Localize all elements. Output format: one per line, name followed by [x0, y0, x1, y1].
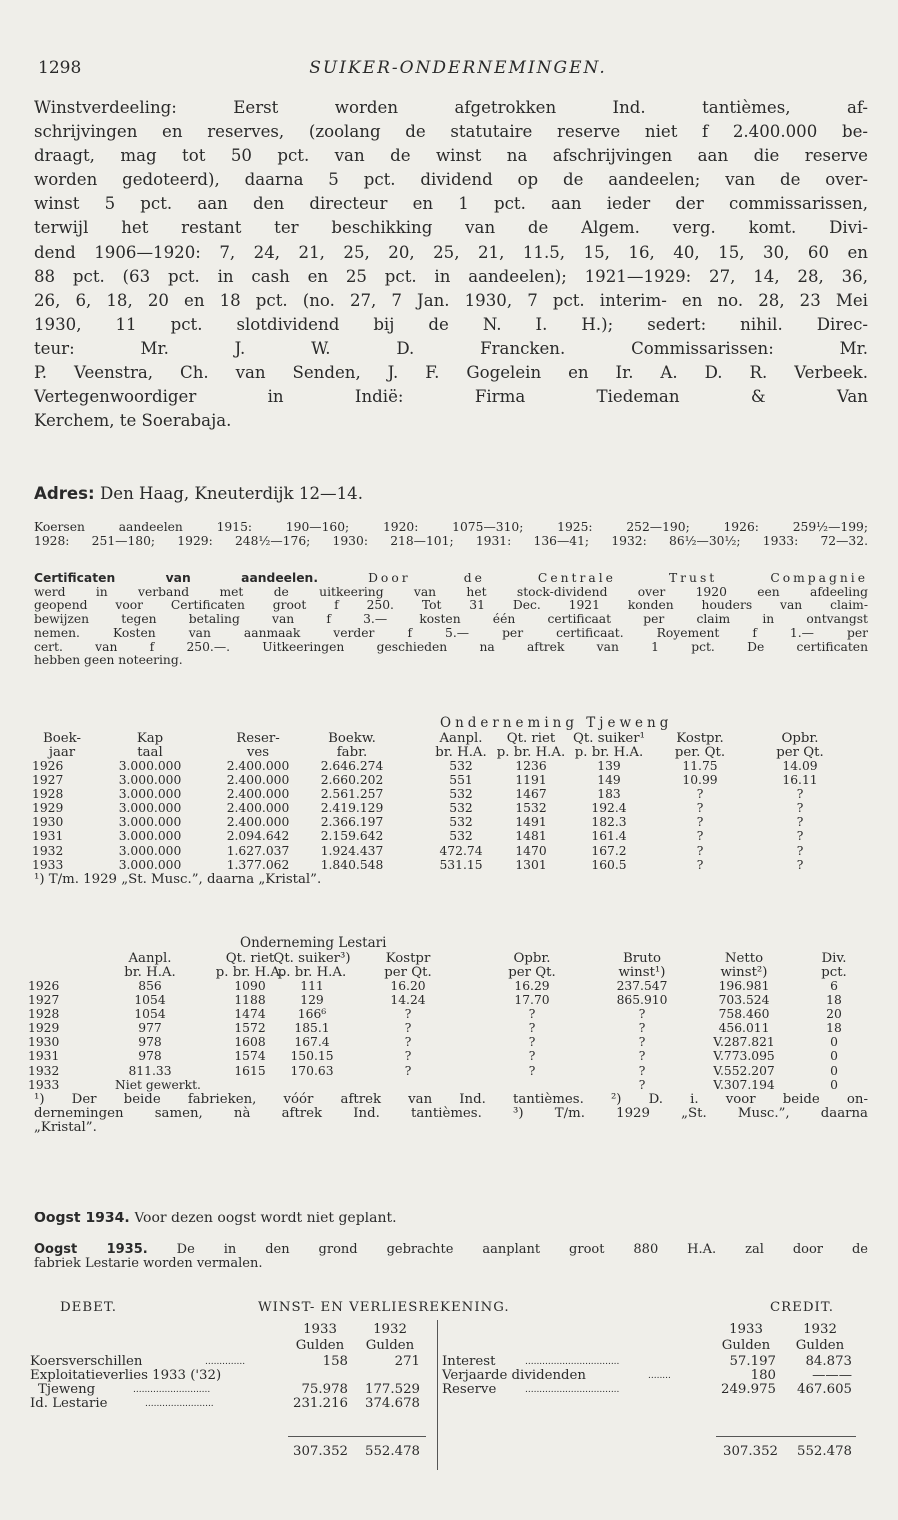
- debet-title: DEBET.: [60, 1300, 117, 1315]
- table-cell: 3.000.000: [118, 759, 182, 773]
- column-header: Aanpl.: [439, 731, 483, 746]
- table-cell: ?: [404, 1021, 412, 1036]
- text-line: schrijvingen en reserves, (zoolang de statutaire reserve niet f 2.400.000 be-: [34, 122, 868, 142]
- footnote: [30, 1120, 870, 1134]
- table-cell: 161.4: [591, 829, 627, 844]
- table-row: [30, 829, 870, 843]
- adres-text: Den Haag, Kneuterdijk 12—14.: [99, 484, 363, 503]
- table-group-title: [30, 935, 870, 951]
- table-cell: ?: [638, 1049, 646, 1064]
- oogst-1935-paragraph: [34, 1243, 868, 1270]
- table-cell: ?: [796, 787, 804, 802]
- column-header: p. br. H.A.: [277, 965, 347, 980]
- table-header-row: [30, 965, 870, 979]
- koersen-paragraph: [34, 521, 868, 548]
- text-line: [34, 572, 868, 586]
- table-cell: 811.33: [128, 1063, 172, 1078]
- table-cell: ?: [638, 1021, 646, 1036]
- text-line: bewijzen tegen betaling van f 3.— kosten één certificaat per claim in ontvangst: [34, 613, 868, 627]
- table-cell: 1929: [32, 801, 64, 816]
- certificaten-heading: Certificaten van aandeelen.: [34, 572, 318, 585]
- table-cell: 111: [300, 979, 324, 993]
- column-header: fabr.: [336, 745, 368, 760]
- column-header: per Qt.: [776, 745, 824, 760]
- column-header: Bruto: [622, 951, 662, 966]
- table-cell: 0: [830, 1063, 838, 1078]
- column-header: Kostpr: [385, 951, 431, 966]
- debet-value-1932: 177.529: [365, 1382, 420, 1397]
- table-row: [30, 979, 870, 993]
- table-row: [30, 1064, 870, 1078]
- page-number: 1298: [38, 58, 82, 78]
- table-cell: 1931: [32, 829, 64, 844]
- table-cell: 1054: [134, 1007, 166, 1022]
- table-cell: ?: [638, 1007, 646, 1022]
- table-cell: 977: [138, 1021, 162, 1036]
- table-cell: 2.419.129: [320, 801, 384, 816]
- oogst-1934-label: Oogst 1934.: [34, 1212, 130, 1226]
- table-cell: 703.524: [718, 993, 770, 1008]
- table-cell: 531.15: [439, 857, 483, 872]
- table-cell: 472.74: [439, 843, 483, 858]
- table-cell: 17.70: [514, 993, 550, 1008]
- debet-value-1932: 271: [394, 1354, 420, 1369]
- text-line: cert. van f 250.—. Uitkeeringen geschieden na aftrek van 1 pct. De certificaten: [34, 640, 868, 654]
- table-cell: 1927: [32, 773, 64, 788]
- year-header: 1933: [729, 1322, 763, 1337]
- credit-value-1932: ———: [812, 1368, 852, 1383]
- table-cell: 1574: [234, 1049, 266, 1064]
- footnote: [30, 1092, 870, 1106]
- table-cell: 18: [826, 993, 842, 1008]
- table-cell: 551: [449, 773, 473, 788]
- column-header: ves: [246, 745, 270, 760]
- table-cell: 14.09: [782, 759, 818, 773]
- table-cell: 1933: [28, 1077, 60, 1092]
- table-cell: 149: [597, 773, 621, 788]
- text-line: draagt, mag tot 50 pct. van de winst na afschrijvingen aan die reserve: [34, 146, 868, 166]
- table-cell: 18: [826, 1021, 842, 1036]
- table-cell: 16.29: [514, 979, 550, 993]
- table-cell: 1926: [32, 759, 64, 773]
- table-cell: 14.24: [390, 993, 426, 1008]
- table-cell: 0: [830, 1035, 838, 1050]
- column-header: Boekw.: [328, 731, 376, 746]
- debet-value-1933: 158: [322, 1354, 348, 1369]
- text-line: winst 5 pct. aan den directeur en 1 pct. aan ieder der commissarissen,: [34, 194, 868, 214]
- table-cell: 2.400.000: [226, 773, 290, 788]
- column-header: br. H.A.: [124, 965, 176, 980]
- table-cell: ?: [796, 843, 804, 858]
- text-line: P. Veenstra, Ch. van Senden, J. F. Gogelein en Ir. A. D. R. Verbeek.: [34, 363, 868, 383]
- table-row: [30, 801, 870, 815]
- table-cell: 1931: [28, 1049, 60, 1064]
- table-cell: ?: [796, 815, 804, 830]
- column-header: Netto: [724, 951, 764, 966]
- total-rule: [716, 1436, 856, 1437]
- table-cell: 2.400.000: [226, 759, 290, 773]
- table-cell: ?: [696, 843, 704, 858]
- table-cell: 1927: [28, 993, 60, 1008]
- table-cell: 3.000.000: [118, 773, 182, 788]
- unit-header: Gulden: [795, 1338, 845, 1353]
- table-cell: ?: [404, 1035, 412, 1050]
- table-cell: 1608: [234, 1035, 266, 1050]
- column-header: jaar: [48, 745, 76, 760]
- table-cell: 150.15: [290, 1049, 334, 1064]
- debet-total: 552.478: [365, 1444, 420, 1459]
- table-cell: ?: [796, 801, 804, 816]
- table-cell: 1932: [32, 843, 64, 858]
- table-cell: 3.000.000: [118, 857, 182, 872]
- credit-total: 307.352: [723, 1444, 778, 1459]
- table-cell: 3.000.000: [118, 815, 182, 830]
- table-cell: 1236: [515, 759, 547, 773]
- table-cell: 1532: [515, 801, 547, 816]
- adres-label: Adres:: [34, 484, 95, 503]
- table-cell: ?: [404, 1063, 412, 1078]
- table-header-row: [30, 731, 870, 745]
- table-row: [30, 1049, 870, 1063]
- oogst-1934-line: [34, 1212, 868, 1226]
- table-row: [30, 759, 870, 773]
- debet-value-1932: 374.678: [365, 1396, 420, 1411]
- table-header-row: [30, 745, 870, 759]
- table-cell: 2.400.000: [226, 801, 290, 816]
- table-cell: 129: [300, 993, 324, 1008]
- table-cell: 532: [449, 829, 473, 844]
- table-cell: ?: [696, 857, 704, 872]
- column-header: per Qt.: [508, 965, 556, 980]
- table-cell: V.552.207: [713, 1063, 775, 1078]
- table-cell: 2.646.274: [320, 759, 384, 773]
- credit-title: CREDIT.: [770, 1300, 834, 1315]
- table-cell: 532: [449, 787, 473, 802]
- table-cell: 532: [449, 801, 473, 816]
- table-row: [30, 844, 870, 858]
- table-row: [30, 858, 870, 872]
- table-group-title: [30, 715, 870, 731]
- table-cell: ?: [796, 857, 804, 872]
- column-header: taal: [137, 745, 163, 760]
- table-cell: 166⁶: [297, 1007, 327, 1022]
- table-cell: 1474: [234, 1007, 266, 1022]
- table-cell: 2.400.000: [226, 815, 290, 830]
- table-row: [30, 787, 870, 801]
- table-cell: ?: [404, 1007, 412, 1022]
- text-line: Kerchem, te Soerabaja.: [34, 411, 232, 431]
- column-header: p. br. H.A.: [574, 745, 644, 760]
- text-line: 1928: 251—180; 1929: 248½—176; 1930: 218—101; 1931: 136—41; 1932: 86½—30½; 1933: 72—32.: [34, 534, 868, 548]
- text-line: Koersen aandeelen 1915: 190—160; 1920: 1075—310; 1925: 252—190; 1926: 259½—199;: [34, 521, 868, 534]
- table-cell: ?: [528, 1007, 536, 1022]
- table-cell: ?: [528, 1021, 536, 1036]
- text-line: werd in verband met de uitkeering van het stock-dividend over 1920 een afdeeling: [34, 585, 868, 599]
- text-line: Winstverdeeling: Eerst worden afgetrokken Ind. tantièmes, af-: [34, 98, 868, 117]
- credit-row-label: Reserve: [442, 1382, 497, 1397]
- table-cell: 2.094.642: [226, 829, 290, 844]
- column-header: pct.: [821, 965, 847, 980]
- table-cell: 1.627.037: [226, 843, 290, 858]
- table-cell: 1301: [515, 857, 547, 872]
- table-cell: 978: [138, 1049, 162, 1064]
- footnote: [30, 1106, 870, 1120]
- leader-dots: ........: [648, 1371, 671, 1381]
- year-header: 1933: [303, 1322, 337, 1337]
- table-cell: 1615: [234, 1063, 266, 1078]
- table-cell: 1188: [234, 993, 266, 1008]
- table-cell: 1491: [515, 815, 547, 830]
- credit-row-label: Interest: [442, 1354, 496, 1369]
- text-line: Vertegenwoordiger in Indië: Firma Tiedeman & Van: [34, 387, 868, 407]
- adres-line: [34, 482, 868, 506]
- table-cell: ?: [404, 1049, 412, 1064]
- column-header: Qt. suiker³): [273, 951, 351, 966]
- table-cell: 1.840.548: [320, 857, 384, 872]
- footnote-text: „Kristal”.: [34, 1119, 97, 1135]
- column-header: p. br. H.A.: [215, 965, 285, 980]
- account-divider: [437, 1320, 438, 1470]
- table-cell: 2.400.000: [226, 787, 290, 802]
- table-cell: 2.660.202: [320, 773, 384, 788]
- column-header: Opbr.: [513, 951, 551, 966]
- column-header: br. H.A.: [435, 745, 487, 760]
- table-cell: 1932: [28, 1063, 60, 1078]
- table-cell: V.287.821: [713, 1035, 775, 1050]
- table-row: [30, 993, 870, 1007]
- table-cell: 183: [597, 787, 621, 802]
- table-cell: 0: [830, 1077, 838, 1092]
- table-cell: 10.99: [682, 773, 718, 788]
- leader-dots: ...........................: [133, 1385, 211, 1395]
- column-header: winst¹): [618, 965, 666, 980]
- total-rule: [288, 1436, 426, 1437]
- table-cell: 758.460: [718, 1007, 770, 1022]
- table-cell: 1929: [28, 1021, 60, 1036]
- year-header: 1932: [373, 1322, 407, 1337]
- table-cell: 1481: [515, 829, 547, 844]
- text-line: hebben geen noteering.: [34, 654, 183, 668]
- table-cell: 0: [830, 1049, 838, 1064]
- table-cell: 139: [597, 759, 621, 773]
- table-cell: ?: [796, 829, 804, 844]
- table-cell: 170.63: [290, 1063, 334, 1078]
- table-cell: 2.561.257: [320, 787, 384, 802]
- credit-value-1933: 180: [750, 1368, 776, 1383]
- table-row: [30, 773, 870, 787]
- leader-dots: .................................: [525, 1357, 620, 1367]
- credit-value-1932: 84.873: [805, 1354, 852, 1369]
- text-line: nemen. Kosten van aanmaak verder f 5.— per certificaat. Royement f 1.— per: [34, 626, 868, 640]
- table-cell: 6: [830, 979, 838, 993]
- table-cell: 1090: [234, 979, 266, 993]
- table-row: [30, 1035, 870, 1049]
- table-row: [30, 1078, 870, 1092]
- text-segment: Door de Centrale Trust Compagnie: [368, 572, 868, 585]
- column-header: Kostpr.: [676, 731, 724, 746]
- debet-value-1933: 231.216: [293, 1396, 348, 1411]
- debet-row-label: Tjeweng: [38, 1382, 96, 1397]
- credit-row-label: Verjaarde dividenden: [442, 1368, 586, 1383]
- table-cell: 167.2: [591, 843, 627, 858]
- table-group-title-text: Onderneming Lestari: [240, 935, 387, 951]
- text-line: teur: Mr. J. W. D. Francken. Commissarissen: Mr.: [34, 338, 868, 358]
- oogst-1934-text: Voor dezen oogst wordt niet geplant.: [134, 1212, 397, 1226]
- column-header: Qt. suiker¹: [573, 731, 645, 746]
- table-cell: ?: [638, 1077, 646, 1092]
- table-cell: 2.366.197: [320, 815, 384, 830]
- table-cell: 160.5: [591, 857, 627, 872]
- table-cell: 865.910: [616, 993, 668, 1008]
- table-cell: 978: [138, 1035, 162, 1050]
- column-header: Reser-: [236, 731, 280, 746]
- table-group-title-text: Onderneming Tjeweng: [440, 715, 673, 731]
- table-cell: 167.4: [294, 1035, 330, 1050]
- text-line: [34, 1243, 868, 1257]
- table-cell: 3.000.000: [118, 829, 182, 844]
- credit-total: 552.478: [797, 1444, 852, 1459]
- unit-header: Gulden: [295, 1338, 345, 1353]
- credit-value-1933: 249.975: [721, 1382, 776, 1397]
- oogst-1935-label: Oogst 1935.: [34, 1243, 148, 1257]
- certificaten-paragraph: [34, 572, 868, 668]
- table-cell: ?: [696, 801, 704, 816]
- footnote-text: ¹) Der beide fabrieken, vóór aftrek van Ind. tantièmes. ²) D. i. voor beide on-: [34, 1091, 868, 1107]
- footnote-text: dernemingen samen, nà aftrek Ind. tantièmes. ³) T/m. 1929 „St. Musc.”, daarna: [34, 1105, 868, 1121]
- debet-total: 307.352: [293, 1444, 348, 1459]
- table-cell: 20: [826, 1007, 842, 1022]
- table-cell: 1191: [515, 773, 547, 788]
- table-cell: 1926: [28, 979, 60, 993]
- table-cell: 192.4: [591, 801, 627, 816]
- table-cell: ?: [528, 1049, 536, 1064]
- table-cell: 185.1: [294, 1021, 330, 1036]
- table-cell: V.307.194: [713, 1077, 775, 1092]
- table-cell: Niet gewerkt.: [115, 1077, 201, 1092]
- column-header: Aanpl.: [128, 951, 172, 966]
- main-paragraph: [34, 96, 868, 433]
- table-cell: ?: [696, 815, 704, 830]
- column-header: per Qt.: [384, 965, 432, 980]
- table-cell: 1930: [28, 1035, 60, 1050]
- table-cell: 1.924.437: [320, 843, 384, 858]
- table-cell: ?: [696, 829, 704, 844]
- table-row: [30, 1007, 870, 1021]
- leader-dots: ..............: [205, 1357, 246, 1367]
- column-header: Qt. riet: [506, 731, 556, 746]
- table-cell: 3.000.000: [118, 843, 182, 858]
- table-cell: 1.377.062: [226, 857, 290, 872]
- table-cell: 1054: [134, 993, 166, 1008]
- table-row: [30, 815, 870, 829]
- table-cell: 1572: [234, 1021, 266, 1036]
- table-cell: 456.011: [718, 1021, 770, 1036]
- table-cell: 11.75: [682, 759, 718, 773]
- table-cell: 16.20: [390, 979, 426, 993]
- text-line: 26, 6, 18, 20 en 18 pct. (no. 27, 7 Jan. 1930, 7 pct. interim- en no. 28, 23 Mei: [34, 290, 868, 310]
- credit-value-1932: 467.605: [797, 1382, 852, 1397]
- table-header-row: [30, 951, 870, 965]
- footnote: [30, 872, 870, 886]
- table-cell: 16.11: [782, 773, 818, 788]
- text-segment: De in den grond gebrachte aanplant groot 880 H.A. zal door de: [176, 1243, 868, 1257]
- account-title: WINST- EN VERLIESREKENING.: [258, 1300, 510, 1315]
- text-line: dend 1906—1920: 7, 24, 21, 25, 20, 25, 21, 11.5, 15, 16, 40, 15, 30, 60 en: [34, 242, 868, 262]
- table-cell: ?: [528, 1035, 536, 1050]
- table-cell: 2.159.642: [320, 829, 384, 844]
- table-cell: 1928: [32, 787, 64, 802]
- leader-dots: ........................: [145, 1399, 214, 1409]
- table-cell: ?: [528, 1063, 536, 1078]
- text-line: 1930, 11 pct. slotdividend bij de N. I. H.); sedert: nihil. Direc-: [34, 314, 868, 334]
- table-cell: 3.000.000: [118, 787, 182, 802]
- text-line: 88 pct. (63 pct. in cash en 25 pct. in aandeelen); 1921—1929: 27, 14, 28, 36,: [34, 266, 868, 286]
- table-cell: 532: [449, 759, 473, 773]
- running-title: SUIKER-ONDERNEMINGEN.: [309, 58, 607, 78]
- column-header: Boek-: [43, 731, 81, 746]
- table-cell: ?: [638, 1063, 646, 1078]
- debet-row-label: Exploitatieverlies 1933 ('32): [30, 1368, 222, 1383]
- column-header: p. br. H.A.: [496, 745, 566, 760]
- table-cell: ?: [696, 787, 704, 802]
- unit-header: Gulden: [365, 1338, 415, 1353]
- table-cell: 1928: [28, 1007, 60, 1022]
- debet-value-1933: 75.978: [301, 1382, 348, 1397]
- table-lestari: [30, 935, 870, 1134]
- table-cell: V.773.095: [713, 1049, 775, 1064]
- unit-header: Gulden: [721, 1338, 771, 1353]
- column-header: winst²): [720, 965, 768, 980]
- table-cell: 3.000.000: [118, 801, 182, 816]
- column-header: Qt. riet: [225, 951, 275, 966]
- table-cell: 856: [138, 979, 162, 993]
- table-cell: 532: [449, 815, 473, 830]
- table-row: [30, 1021, 870, 1035]
- winst-verliesrekening: [30, 1300, 870, 1475]
- table-cell: ?: [638, 1035, 646, 1050]
- credit-value-1933: 57.197: [729, 1354, 776, 1369]
- table-cell: 1933: [32, 857, 64, 872]
- table-cell: 1930: [32, 815, 64, 830]
- text-line: terwijl het restant ter beschikking van de Algem. verg. komt. Divi-: [34, 218, 868, 238]
- table-cell: 1467: [515, 787, 547, 802]
- year-header: 1932: [803, 1322, 837, 1337]
- text-line: worden gedoteerd), daarna 5 pct. dividend op de aandeelen; van de over-: [34, 170, 868, 190]
- table-tjeweng: [30, 715, 870, 886]
- text-line: fabriek Lestarie worden vermalen.: [34, 1256, 263, 1271]
- page-header: [38, 58, 878, 82]
- text-line: geopend voor Certificaten groot f 250. Tot 31 Dec. 1921 konden houders van claim-: [34, 599, 868, 613]
- column-header: per. Qt.: [674, 745, 726, 760]
- column-header: Kap: [136, 731, 164, 746]
- debet-row-label: Id. Lestarie: [30, 1396, 108, 1411]
- table-cell: 237.547: [616, 979, 668, 993]
- column-header: Div.: [821, 951, 847, 966]
- column-header: Opbr.: [781, 731, 819, 746]
- table-cell: 1470: [515, 843, 547, 858]
- table-cell: 196.981: [718, 979, 770, 993]
- leader-dots: .................................: [525, 1385, 620, 1395]
- debet-row-label: Koersverschillen: [30, 1354, 143, 1369]
- footnote-text: ¹) T/m. 1929 „St. Musc.”, daarna „Kristal”.: [34, 871, 322, 887]
- table-cell: 182.3: [591, 815, 627, 830]
